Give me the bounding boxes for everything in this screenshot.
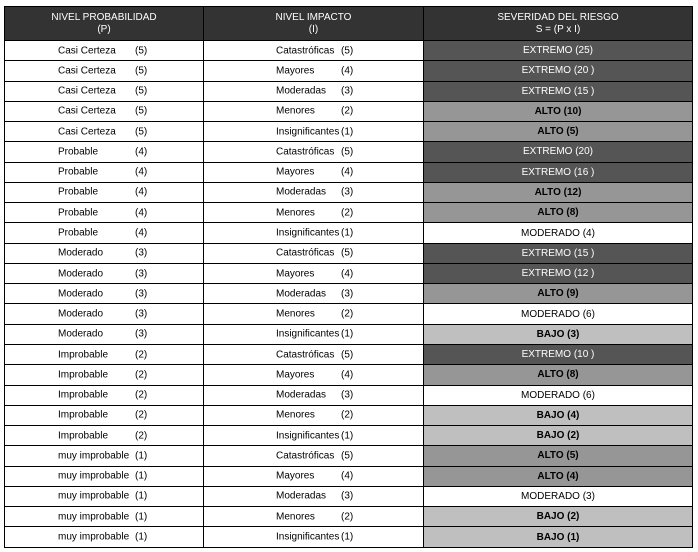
impact-value: (3) <box>341 85 354 97</box>
probability-cell <box>5 486 204 506</box>
impact-level: Menores <box>276 105 315 117</box>
table-row <box>5 81 693 101</box>
impact-level: Moderadas <box>276 186 327 198</box>
table-row <box>5 324 693 344</box>
impact-cell <box>204 405 424 425</box>
probability-value: (4) <box>135 166 148 178</box>
impact-value: (5) <box>341 450 354 462</box>
impact-level: Insignificantes <box>276 227 340 239</box>
impact-value: (3) <box>341 186 354 198</box>
table-row <box>5 223 693 243</box>
probability-level: Probable <box>58 207 99 219</box>
probability-cell <box>5 527 204 547</box>
probability-level: Improbable <box>58 430 109 442</box>
impact-value: (1) <box>341 227 354 239</box>
impact-level: Catastróficas <box>276 349 335 361</box>
impact-cell <box>204 162 424 182</box>
impact-cell <box>204 81 424 101</box>
probability-level: Probable <box>58 227 99 239</box>
severity-cell: BAJO (2) <box>424 426 693 446</box>
probability-cell <box>5 101 204 121</box>
impact-value: (2) <box>341 511 354 523</box>
probability-value: (1) <box>135 490 148 502</box>
table-row <box>5 61 693 81</box>
impact-value: (2) <box>341 409 354 421</box>
severity-cell: MODERADO (4) <box>424 223 693 243</box>
table-row <box>5 344 693 364</box>
impact-value: (3) <box>341 490 354 502</box>
table-row <box>5 182 693 202</box>
probability-level: Improbable <box>58 389 109 401</box>
probability-cell <box>5 61 204 81</box>
impact-level: Mayores <box>276 65 315 77</box>
impact-value: (2) <box>341 207 354 219</box>
header-impact-title: NIVEL IMPACTO <box>275 11 352 23</box>
probability-level: Improbable <box>58 369 109 381</box>
impact-cell <box>204 324 424 344</box>
severity-cell: EXTREMO (15 ) <box>424 81 693 101</box>
impact-value: (5) <box>341 247 354 259</box>
impact-cell <box>204 61 424 81</box>
table-row <box>5 405 693 425</box>
probability-level: muy improbable <box>58 470 130 482</box>
impact-cell <box>204 426 424 446</box>
header-impact <box>204 7 424 41</box>
probability-level: Moderado <box>58 268 104 280</box>
severity-cell: EXTREMO (25) <box>424 41 693 61</box>
probability-level: Casi Certeza <box>58 105 116 117</box>
header-severity <box>424 7 693 41</box>
table-row <box>5 507 693 527</box>
impact-cell <box>204 446 424 466</box>
impact-value: (4) <box>341 369 354 381</box>
probability-cell <box>5 122 204 142</box>
table-row <box>5 203 693 223</box>
table-row <box>5 284 693 304</box>
probability-value: (4) <box>135 146 148 158</box>
probability-level: Casi Certeza <box>58 65 116 77</box>
table-row <box>5 101 693 121</box>
probability-value: (5) <box>135 105 148 117</box>
table-row <box>5 162 693 182</box>
probability-cell <box>5 284 204 304</box>
impact-cell <box>204 122 424 142</box>
impact-level: Catastróficas <box>276 450 335 462</box>
header-severity-formula: S = (P x I) <box>535 23 581 35</box>
probability-cell <box>5 446 204 466</box>
severity-cell: BAJO (1) <box>424 527 693 547</box>
probability-level: muy improbable <box>58 511 130 523</box>
probability-value: (3) <box>135 268 148 280</box>
table-row <box>5 263 693 283</box>
probability-value: (1) <box>135 470 148 482</box>
probability-cell <box>5 385 204 405</box>
header-impact-symbol: (I) <box>308 23 319 35</box>
impact-cell <box>204 507 424 527</box>
probability-level: Moderado <box>58 247 104 259</box>
probability-level: Probable <box>58 146 99 158</box>
impact-value: (3) <box>341 288 354 300</box>
probability-value: (4) <box>135 207 148 219</box>
probability-level: Probable <box>58 166 99 178</box>
severity-cell: EXTREMO (12 ) <box>424 263 693 283</box>
impact-level: Moderadas <box>276 85 327 97</box>
impact-value: (5) <box>341 146 354 158</box>
probability-level: Casi Certeza <box>58 85 116 97</box>
probability-level: Casi Certeza <box>58 45 116 57</box>
table-row <box>5 365 693 385</box>
impact-cell <box>204 142 424 162</box>
probability-value: (5) <box>135 45 148 57</box>
header-probability-title: NIVEL PROBABILIDAD <box>51 11 157 23</box>
probability-level: Moderado <box>58 288 104 300</box>
probability-level: Improbable <box>58 409 109 421</box>
impact-cell <box>204 182 424 202</box>
probability-value: (2) <box>135 369 148 381</box>
risk-severity-table <box>4 6 693 548</box>
impact-value: (2) <box>341 308 354 320</box>
severity-cell: MODERADO (3) <box>424 486 693 506</box>
table-row <box>5 304 693 324</box>
severity-cell: EXTREMO (10 ) <box>424 344 693 364</box>
probability-cell <box>5 426 204 446</box>
probability-cell <box>5 203 204 223</box>
impact-level: Catastróficas <box>276 247 335 259</box>
impact-level: Insignificantes <box>276 328 340 340</box>
table-row <box>5 122 693 142</box>
table-row <box>5 527 693 547</box>
table-row <box>5 466 693 486</box>
probability-level: Moderado <box>58 328 104 340</box>
table-row <box>5 385 693 405</box>
probability-cell <box>5 365 204 385</box>
header-severity-title: SEVERIDAD DEL RIESGO <box>497 11 619 23</box>
probability-value: (3) <box>135 308 148 320</box>
probability-value: (3) <box>135 328 148 340</box>
impact-cell <box>204 486 424 506</box>
probability-value: (4) <box>135 186 148 198</box>
impact-cell <box>204 284 424 304</box>
probability-value: (1) <box>135 450 148 462</box>
header-probability-symbol: (P) <box>97 23 111 35</box>
severity-cell: ALTO (8) <box>424 203 693 223</box>
table-row <box>5 426 693 446</box>
impact-level: Moderadas <box>276 490 327 502</box>
table-row <box>5 142 693 162</box>
impact-value: (5) <box>341 349 354 361</box>
impact-cell <box>204 243 424 263</box>
probability-value: (2) <box>135 349 148 361</box>
table-row <box>5 41 693 61</box>
impact-level: Moderadas <box>276 389 327 401</box>
severity-cell: MODERADO (6) <box>424 385 693 405</box>
impact-value: (1) <box>341 531 354 543</box>
severity-cell: BAJO (4) <box>424 405 693 425</box>
impact-level: Mayores <box>276 369 315 381</box>
probability-value: (5) <box>135 85 148 97</box>
probability-level: muy improbable <box>58 531 130 543</box>
severity-cell: ALTO (8) <box>424 365 693 385</box>
table-row <box>5 243 693 263</box>
probability-cell <box>5 405 204 425</box>
impact-level: Menores <box>276 308 315 320</box>
impact-cell <box>204 203 424 223</box>
header-probability <box>5 7 204 41</box>
severity-cell: ALTO (10) <box>424 101 693 121</box>
probability-cell <box>5 344 204 364</box>
probability-level: muy improbable <box>58 490 130 502</box>
impact-cell <box>204 304 424 324</box>
impact-level: Mayores <box>276 268 315 280</box>
impact-cell <box>204 365 424 385</box>
probability-cell <box>5 182 204 202</box>
impact-level: Menores <box>276 207 315 219</box>
probability-value: (3) <box>135 288 148 300</box>
impact-cell <box>204 385 424 405</box>
impact-value: (4) <box>341 268 354 280</box>
impact-cell <box>204 223 424 243</box>
probability-level: Improbable <box>58 349 109 361</box>
impact-level: Menores <box>276 409 315 421</box>
severity-cell: MODERADO (6) <box>424 304 693 324</box>
probability-cell <box>5 223 204 243</box>
severity-cell: ALTO (12) <box>424 182 693 202</box>
impact-value: (1) <box>341 126 354 138</box>
probability-cell <box>5 81 204 101</box>
impact-value: (5) <box>341 45 354 57</box>
severity-cell: EXTREMO (15 ) <box>424 243 693 263</box>
impact-cell <box>204 344 424 364</box>
impact-level: Mayores <box>276 166 315 178</box>
impact-value: (2) <box>341 105 354 117</box>
probability-cell <box>5 324 204 344</box>
table-row <box>5 486 693 506</box>
probability-cell <box>5 466 204 486</box>
severity-cell: ALTO (4) <box>424 466 693 486</box>
probability-value: (1) <box>135 511 148 523</box>
probability-cell <box>5 162 204 182</box>
probability-cell <box>5 263 204 283</box>
impact-value: (4) <box>341 166 354 178</box>
impact-level: Insignificantes <box>276 126 340 138</box>
probability-level: Casi Certeza <box>58 126 116 138</box>
probability-cell <box>5 507 204 527</box>
impact-level: Mayores <box>276 470 315 482</box>
impact-cell <box>204 466 424 486</box>
severity-cell: EXTREMO (20 ) <box>424 61 693 81</box>
probability-value: (4) <box>135 227 148 239</box>
probability-level: muy improbable <box>58 450 130 462</box>
severity-cell: ALTO (9) <box>424 284 693 304</box>
severity-cell: BAJO (2) <box>424 507 693 527</box>
impact-level: Catastróficas <box>276 45 335 57</box>
severity-cell: BAJO (3) <box>424 324 693 344</box>
probability-value: (2) <box>135 430 148 442</box>
impact-level: Menores <box>276 511 315 523</box>
probability-value: (2) <box>135 409 148 421</box>
probability-value: (2) <box>135 389 148 401</box>
probability-value: (3) <box>135 247 148 259</box>
probability-cell <box>5 304 204 324</box>
probability-value: (1) <box>135 531 148 543</box>
impact-value: (1) <box>341 328 354 340</box>
impact-cell <box>204 41 424 61</box>
impact-level: Catastróficas <box>276 146 335 158</box>
header-row <box>5 7 693 41</box>
probability-level: Probable <box>58 186 99 198</box>
severity-cell: ALTO (5) <box>424 122 693 142</box>
probability-cell <box>5 142 204 162</box>
impact-cell <box>204 527 424 547</box>
impact-cell <box>204 101 424 121</box>
risk-table-body <box>5 41 693 548</box>
impact-value: (1) <box>341 430 354 442</box>
impact-value: (3) <box>341 389 354 401</box>
table-row <box>5 446 693 466</box>
probability-value: (5) <box>135 65 148 77</box>
impact-level: Moderadas <box>276 288 327 300</box>
severity-cell: ALTO (5) <box>424 446 693 466</box>
probability-cell <box>5 41 204 61</box>
impact-level: Insignificantes <box>276 430 340 442</box>
probability-value: (5) <box>135 126 148 138</box>
impact-value: (4) <box>341 65 354 77</box>
severity-cell: EXTREMO (20) <box>424 142 693 162</box>
impact-value: (4) <box>341 470 354 482</box>
severity-cell: EXTREMO (16 ) <box>424 162 693 182</box>
impact-cell <box>204 263 424 283</box>
probability-cell <box>5 243 204 263</box>
impact-level: Insignificantes <box>276 531 340 543</box>
probability-level: Moderado <box>58 308 104 320</box>
